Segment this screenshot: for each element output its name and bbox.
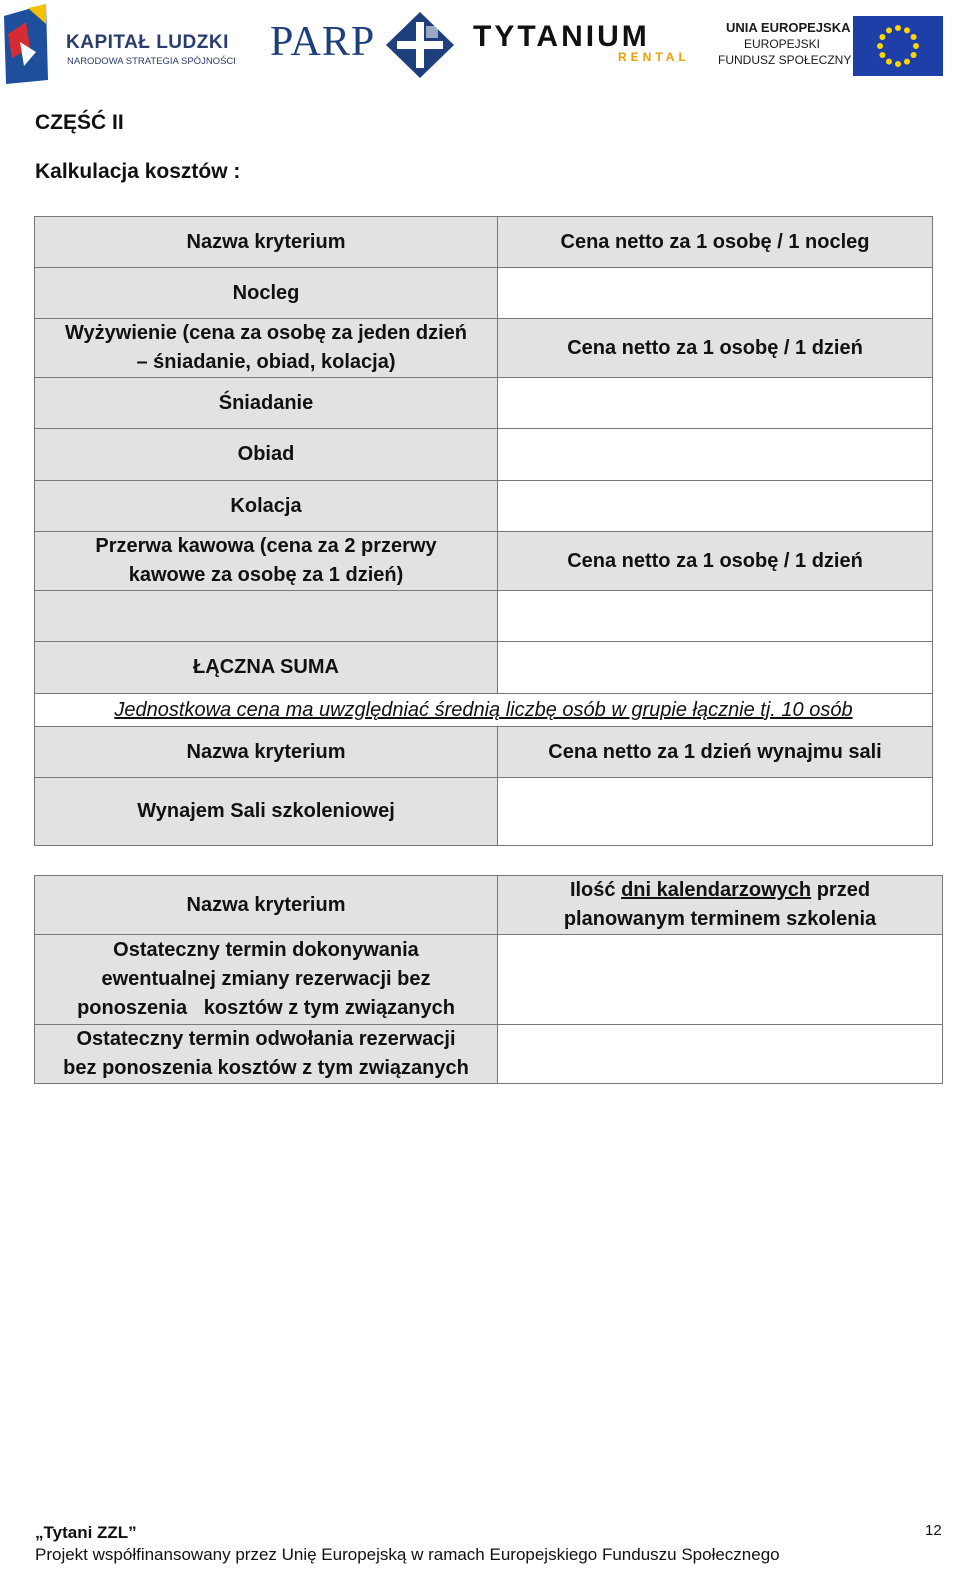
- table-row: [35, 481, 933, 532]
- sniadanie-cell: [35, 378, 498, 429]
- table-row: [35, 727, 933, 778]
- wyzywienie-price-header: [498, 319, 933, 378]
- eu-line-1: UNIA EUROPEJSKA: [726, 20, 851, 35]
- reservation-table: [34, 875, 943, 1084]
- table-row: [35, 217, 933, 268]
- przerwa-cell: [35, 532, 498, 591]
- t2-header-days-part-b: przed: [811, 879, 871, 901]
- rental-wordmark: RENTAL: [618, 50, 690, 64]
- header2-criterion-cell: [35, 727, 498, 778]
- przerwa-line-2: kawowe za osobę za 1 dzień): [128, 564, 404, 586]
- table-row: [35, 429, 933, 481]
- table-row: [35, 935, 943, 1025]
- eu-line-2: EUROPEJSKI: [744, 37, 821, 51]
- t2-header-days-line-2: planowanym terminem szkolenia: [563, 908, 877, 930]
- sala-cell: [35, 778, 498, 846]
- calc-title: Kalkulacja kosztów :: [35, 160, 241, 183]
- t2-header-days-cell: [498, 876, 943, 935]
- odwolanie-line-2: bez ponoszenia kosztów z tym związanych: [63, 1057, 469, 1079]
- nocleg-label: Nocleg: [232, 281, 300, 304]
- group-size-note: Jednostkowa cena ma uwzględniać średnią liczbę osób w grupie łącznie tj. 10 osób: [114, 698, 853, 721]
- eu-logo: [718, 16, 948, 80]
- suma-value-input[interactable]: [498, 642, 933, 694]
- odwolanie-rezerwacji-cell: [35, 1025, 498, 1084]
- zmiana-line-3: ponoszenia kosztów z tym związanych: [77, 997, 455, 1019]
- kapital-ludzki-subtitle: NARODOWA STRATEGIA SPÓJNOŚCI: [67, 56, 236, 67]
- eu-flag-icon: [853, 16, 943, 76]
- zmiana-line-1: Ostateczny termin dokonywania: [113, 939, 419, 961]
- page-number: 12: [925, 1522, 942, 1539]
- parp-logo: [270, 12, 460, 80]
- kolacja-label: Kolacja: [230, 494, 302, 517]
- parp-wordmark: PARP: [270, 19, 376, 65]
- logo-bar: [0, 0, 960, 90]
- przerwa-price-input[interactable]: [498, 591, 933, 642]
- t2-header-days-underlined: dni kalendarzowych: [621, 879, 812, 901]
- footer-project-name: „Tytani ZZL”: [35, 1523, 137, 1542]
- suma-cell: [35, 642, 498, 694]
- header2-price-label: Cena netto za 1 dzień wynajmu sali: [548, 740, 882, 763]
- zmiana-rezerwacji-cell: [35, 935, 498, 1025]
- table-row: [35, 591, 933, 642]
- header-criterion-label: Nazwa kryterium: [186, 230, 346, 253]
- suma-label: ŁĄCZNA SUMA: [193, 656, 339, 678]
- wyzywienie-cell: [35, 319, 498, 378]
- tytanium-wordmark: TYTANIUM: [473, 20, 650, 53]
- obiad-price-input[interactable]: [498, 429, 933, 481]
- header-price-label: Cena netto za 1 osobę / 1 nocleg: [560, 230, 870, 253]
- obiad-label: Obiad: [237, 443, 295, 465]
- sala-price-input[interactable]: [498, 778, 933, 846]
- kapital-ludzki-emblem-icon: [0, 4, 56, 84]
- cost-table: [34, 216, 933, 846]
- wyzywienie-price-label: Cena netto za 1 osobę / 1 dzień: [567, 336, 863, 359]
- zmiana-line-2: ewentualnej zmiany rezerwacji bez: [101, 968, 431, 990]
- przerwa-line-1: Przerwa kawowa (cena za 2 przerwy: [95, 535, 437, 557]
- zmiana-days-input[interactable]: [498, 935, 943, 1025]
- header2-price-cell: [498, 727, 933, 778]
- wyzywienie-line-2: – śniadanie, obiad, kolacja): [136, 351, 396, 373]
- nocleg-price-input[interactable]: [498, 268, 933, 319]
- przerwa-empty-cell: [35, 591, 498, 642]
- kapital-ludzki-title: KAPITAŁ LUDZKI: [66, 32, 229, 53]
- parp-diamond-icon: [386, 12, 454, 78]
- table-row: [35, 1025, 943, 1084]
- table-row: [35, 694, 933, 727]
- header-criterion-cell: [35, 217, 498, 268]
- odwolanie-line-1: Ostateczny termin odwołania rezerwacji: [76, 1028, 456, 1050]
- table-row: [35, 876, 943, 935]
- kolacja-price-input[interactable]: [498, 481, 933, 532]
- footer-cofinancing: Projekt współfinansowany przez Unię Europejską w ramach Europejskiego Funduszu Społecznego: [35, 1545, 780, 1564]
- tytanium-rental-logo: [473, 20, 713, 70]
- przerwa-price-header: [498, 532, 933, 591]
- t2-header-days-part-a: Ilość: [569, 879, 622, 901]
- t2-header-days-line-1: [504, 876, 936, 905]
- table-row: [35, 532, 933, 591]
- eu-line-3: FUNDUSZ SPOŁECZNY: [718, 53, 852, 67]
- wyzywienie-line-1: Wyżywienie (cena za osobę za jeden dzień: [65, 322, 467, 344]
- sala-label: Wynajem Sali szkoleniowej: [137, 800, 395, 822]
- kapital-ludzki-logo: [0, 4, 245, 84]
- header-price-cell: [498, 217, 933, 268]
- t2-header-criterion-cell: [35, 876, 498, 935]
- table-row: [35, 319, 933, 378]
- nocleg-cell: [35, 268, 498, 319]
- header2-criterion-label: Nazwa kryterium: [186, 740, 346, 763]
- odwolanie-days-input[interactable]: [498, 1025, 943, 1084]
- table-row: [35, 778, 933, 846]
- sniadanie-price-input[interactable]: [498, 378, 933, 429]
- table-row: [35, 268, 933, 319]
- przerwa-price-label: Cena netto za 1 osobę / 1 dzień: [567, 549, 863, 572]
- part-title: CZĘŚĆ II: [35, 111, 124, 134]
- table-row: [35, 642, 933, 694]
- table-row: [35, 378, 933, 429]
- note-cell: [35, 694, 933, 727]
- obiad-cell: [35, 429, 498, 481]
- t2-header-criterion-label: Nazwa kryterium: [186, 893, 346, 916]
- kolacja-cell: [35, 481, 498, 532]
- sniadanie-label: Śniadanie: [218, 391, 314, 414]
